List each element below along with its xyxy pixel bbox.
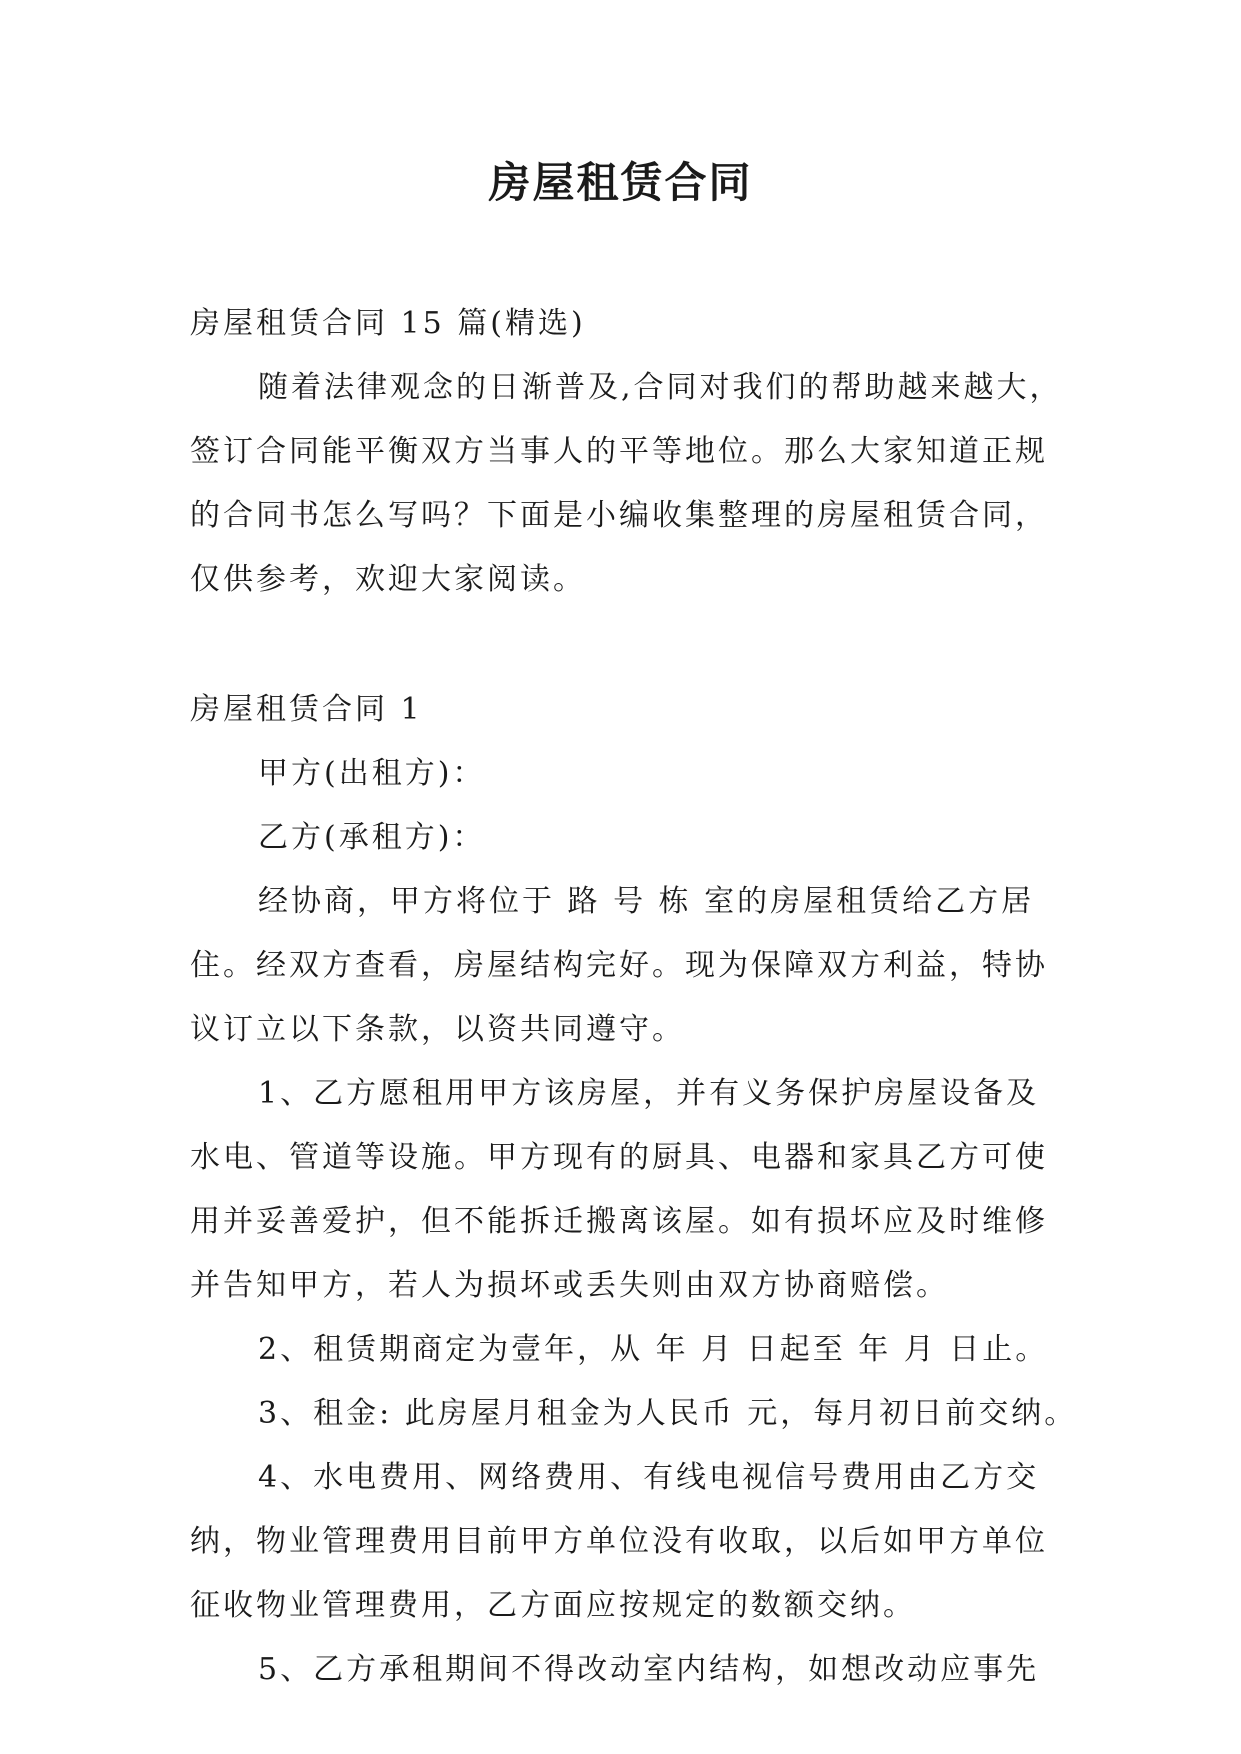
clause-5: 5、乙方承租期间不得改动室内结构，如想改动应事先: [258, 1652, 1040, 1687]
party-a-line: 甲方(出租方)：: [258, 756, 486, 791]
clause-line: 4、水电费用、网络费用、有线电视信号费用由乙方交: [258, 1460, 1040, 1495]
intro-line: 的合同书怎么写吗？下面是小编收集整理的房屋租赁合同，: [190, 498, 1048, 533]
intro-paragraph: [190, 356, 1080, 612]
intro-line: 随着法律观念的日渐普及,合同对我们的帮助越来越大，: [258, 370, 1063, 405]
preamble-paragraph: [190, 870, 1080, 1062]
preamble-line: 经协商，甲方将位于 路 号 栋 室的房屋租赁给乙方居: [258, 884, 1035, 919]
clause-line: 纳，物业管理费用目前甲方单位没有收取，以后如甲方单位: [190, 1524, 1048, 1559]
clause-line: 水电、管道等设施。甲方现有的厨具、电器和家具乙方可使: [190, 1140, 1048, 1175]
party-b-line: 乙方(承租方)：: [258, 820, 486, 855]
section-title: 房屋租赁合同 1: [190, 692, 423, 727]
paragraph-gap: [190, 612, 1080, 678]
clause-1: [190, 1062, 1080, 1318]
intro-line: 签订合同能平衡双方当事人的平等地位。那么大家知道正规: [190, 434, 1048, 469]
document-body: [190, 292, 1080, 1702]
collection-title: 房屋租赁合同 15 篇(精选): [190, 306, 586, 341]
preamble-line: 议订立以下条款，以资共同遵守。: [190, 1012, 685, 1047]
clause-2: 2、租赁期商定为壹年，从 年 月 日起至 年 月 日止。: [258, 1332, 1049, 1367]
document-title: 房屋租赁合同: [488, 158, 753, 207]
clause-line: 征收物业管理费用，乙方面应按规定的数额交纳。: [190, 1588, 916, 1623]
clause-line: 并告知甲方，若人为损坏或丢失则由双方协商赔偿。: [190, 1268, 949, 1303]
clause-3: 3、租金: 此房屋月租金为人民币 元，每月初日前交纳。: [258, 1396, 1078, 1431]
clause-4: [190, 1446, 1080, 1638]
intro-line: 仅供参考，欢迎大家阅读。: [190, 562, 586, 597]
preamble-line: 住。经双方查看，房屋结构完好。现为保障双方利益，特协: [190, 948, 1048, 983]
clause-line: 用并妥善爱护，但不能拆迁搬离该屋。如有损坏应及时维修: [190, 1204, 1048, 1239]
clause-line: 1、乙方愿租用甲方该房屋，并有义务保护房屋设备及: [258, 1076, 1040, 1111]
